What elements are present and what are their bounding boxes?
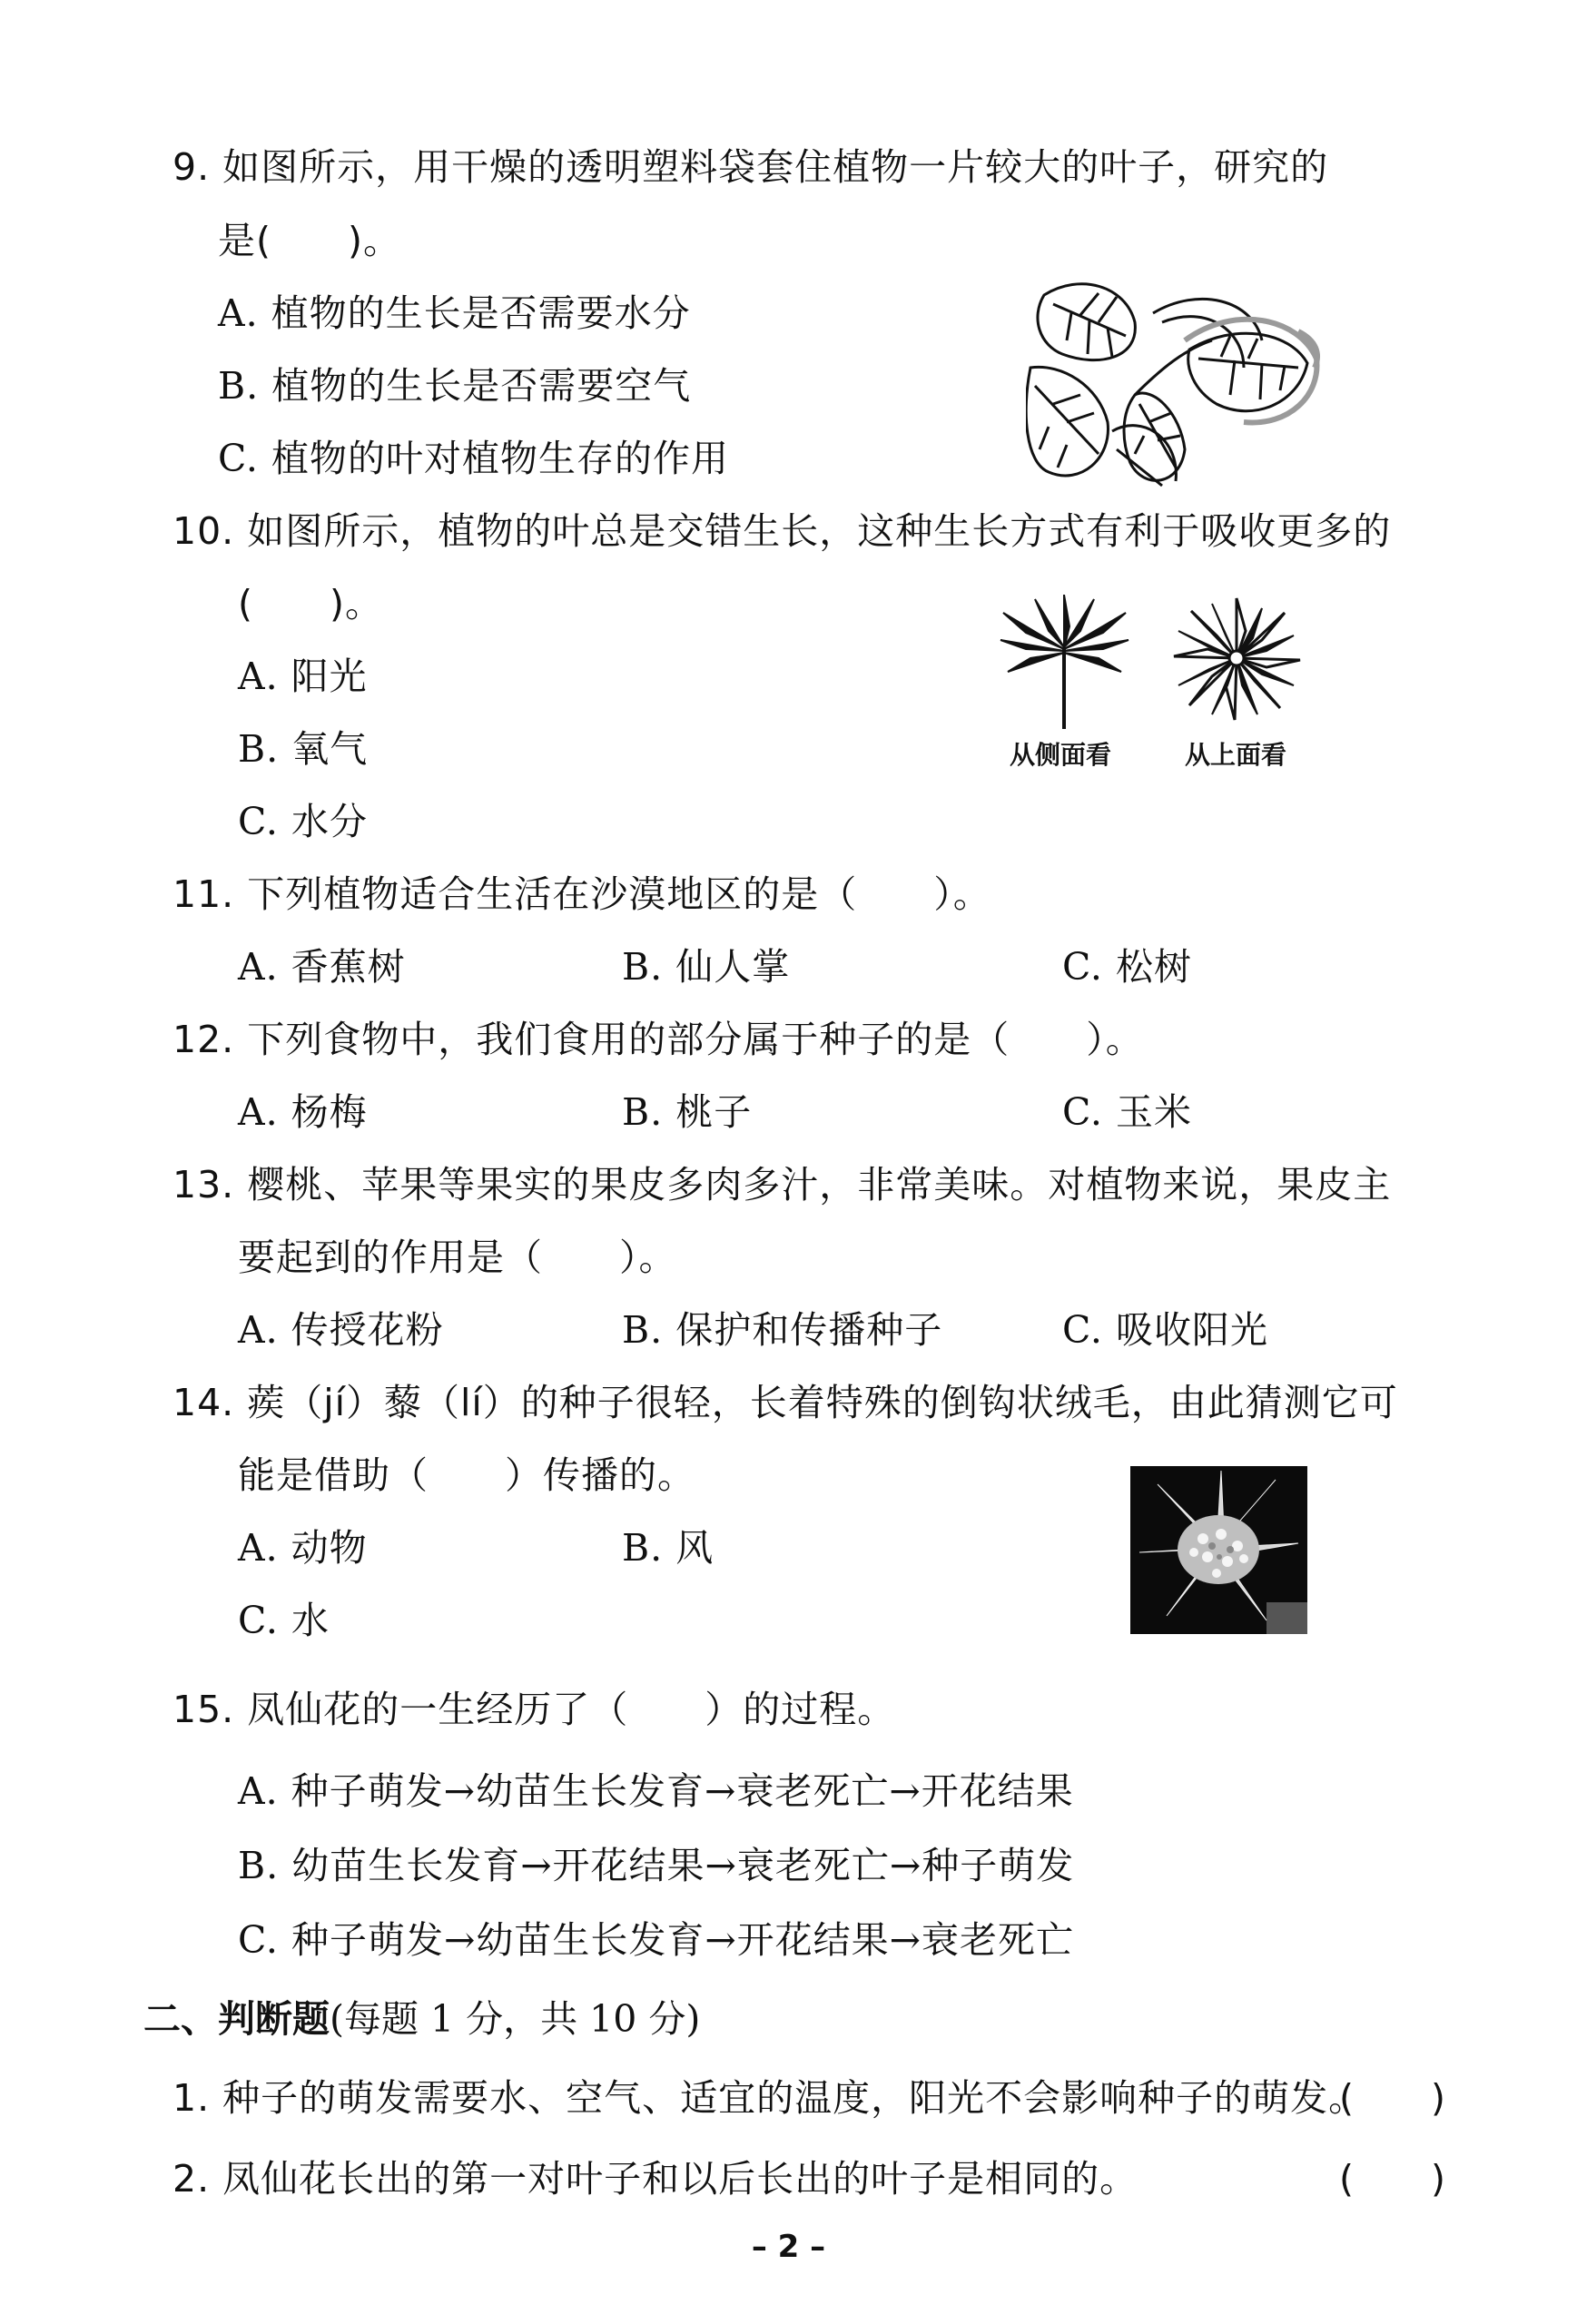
q14-stem-line1: 14. 蒺（jí）藜（lí）的种子很轻，长着特殊的倒钩状绒毛，由此猜测它可	[172, 1381, 1398, 1424]
q14-option-b: B. 风	[622, 1526, 715, 1570]
q14-option-a: A. 动物	[238, 1526, 368, 1570]
leaf-in-bag-illustration	[1026, 268, 1326, 495]
q10-option-a: A. 阳光	[238, 655, 368, 698]
q13-option-b: B. 保护和传播种子	[622, 1308, 943, 1352]
q12-option-c: C. 玉米	[1062, 1090, 1192, 1134]
judge-item-2-text: 2. 凤仙花长出的第一对叶子和以后长出的叶子是相同的。	[172, 2157, 1138, 2201]
judge-item-2-bracket: ( )	[1339, 2157, 1446, 2201]
q13-option-c: C. 吸收阳光	[1062, 1308, 1268, 1352]
q10-option-c: C. 水分	[238, 800, 368, 843]
section2-heading	[143, 1994, 700, 2044]
q9-option-b: B. 植物的生长是否需要空气	[218, 364, 692, 408]
q15-stem: 15. 凤仙花的一生经历了（ ）的过程。	[172, 1688, 896, 1731]
q13-option-a: A. 传授花粉	[238, 1308, 444, 1352]
page-number: – 2 –	[751, 2229, 826, 2265]
q9-option-a: A. 植物的生长是否需要水分	[218, 291, 691, 335]
q9-stem-line2: 是( )。	[218, 219, 401, 262]
q15-option-c: C. 种子萌发→幼苗生长发育→开花结果→衰老死亡	[238, 1918, 1075, 1962]
q13-stem-line1: 13. 樱桃、苹果等果实的果皮多肉多汁，非常美味。对植物来说，果皮主	[172, 1163, 1392, 1206]
q11-option-c: C. 松树	[1062, 945, 1192, 989]
q14-stem-line2: 能是借助（ ）传播的。	[238, 1453, 695, 1497]
q12-option-b: B. 桃子	[622, 1090, 753, 1134]
caltrop-seed-photo	[1130, 1466, 1307, 1634]
q10-stem-line2: ( )。	[238, 582, 383, 625]
q13-stem-line2: 要起到的作用是（ ）。	[238, 1236, 677, 1279]
q10-stem-line1: 10. 如图所示，植物的叶总是交错生长，这种生长方式有利于吸收更多的	[172, 509, 1392, 553]
q15-option-a: A. 种子萌发→幼苗生长发育→衰老死亡→开花结果	[238, 1769, 1074, 1813]
q11-stem: 11. 下列植物适合生活在沙漠地区的是（ ）。	[172, 872, 991, 916]
section2-title: 二、判断题	[143, 1997, 330, 2041]
leaf-side-view-illustration	[999, 595, 1130, 731]
q9-option-c: C. 植物的叶对植物生存的作用	[218, 437, 729, 480]
judge-item-1-text: 1. 种子的萌发需要水、空气、适宜的温度，阳光不会影响种子的萌发。	[172, 2076, 1367, 2120]
q14-option-c: C. 水	[238, 1599, 330, 1642]
leaf-top-view-illustration	[1171, 595, 1303, 722]
q12-stem: 12. 下列食物中，我们食用的部分属于种子的是（ ）。	[172, 1018, 1144, 1061]
section2-subtitle: (每题 1 分，共 10 分)	[330, 1997, 701, 2041]
q9-stem-line1: 9. 如图所示，用干燥的透明塑料袋套住植物一片较大的叶子，研究的	[172, 145, 1329, 189]
q15-option-b: B. 幼苗生长发育→开花结果→衰老死亡→种子萌发	[238, 1844, 1075, 1887]
top-view-caption: 从上面看	[1185, 740, 1287, 770]
judge-item-1-bracket: ( )	[1339, 2076, 1446, 2120]
q11-option-a: A. 香蕉树	[238, 945, 406, 989]
q10-option-b: B. 氧气	[238, 727, 369, 771]
q11-option-b: B. 仙人掌	[622, 945, 791, 989]
q12-option-a: A. 杨梅	[238, 1090, 368, 1134]
side-view-caption: 从侧面看	[1010, 740, 1112, 770]
